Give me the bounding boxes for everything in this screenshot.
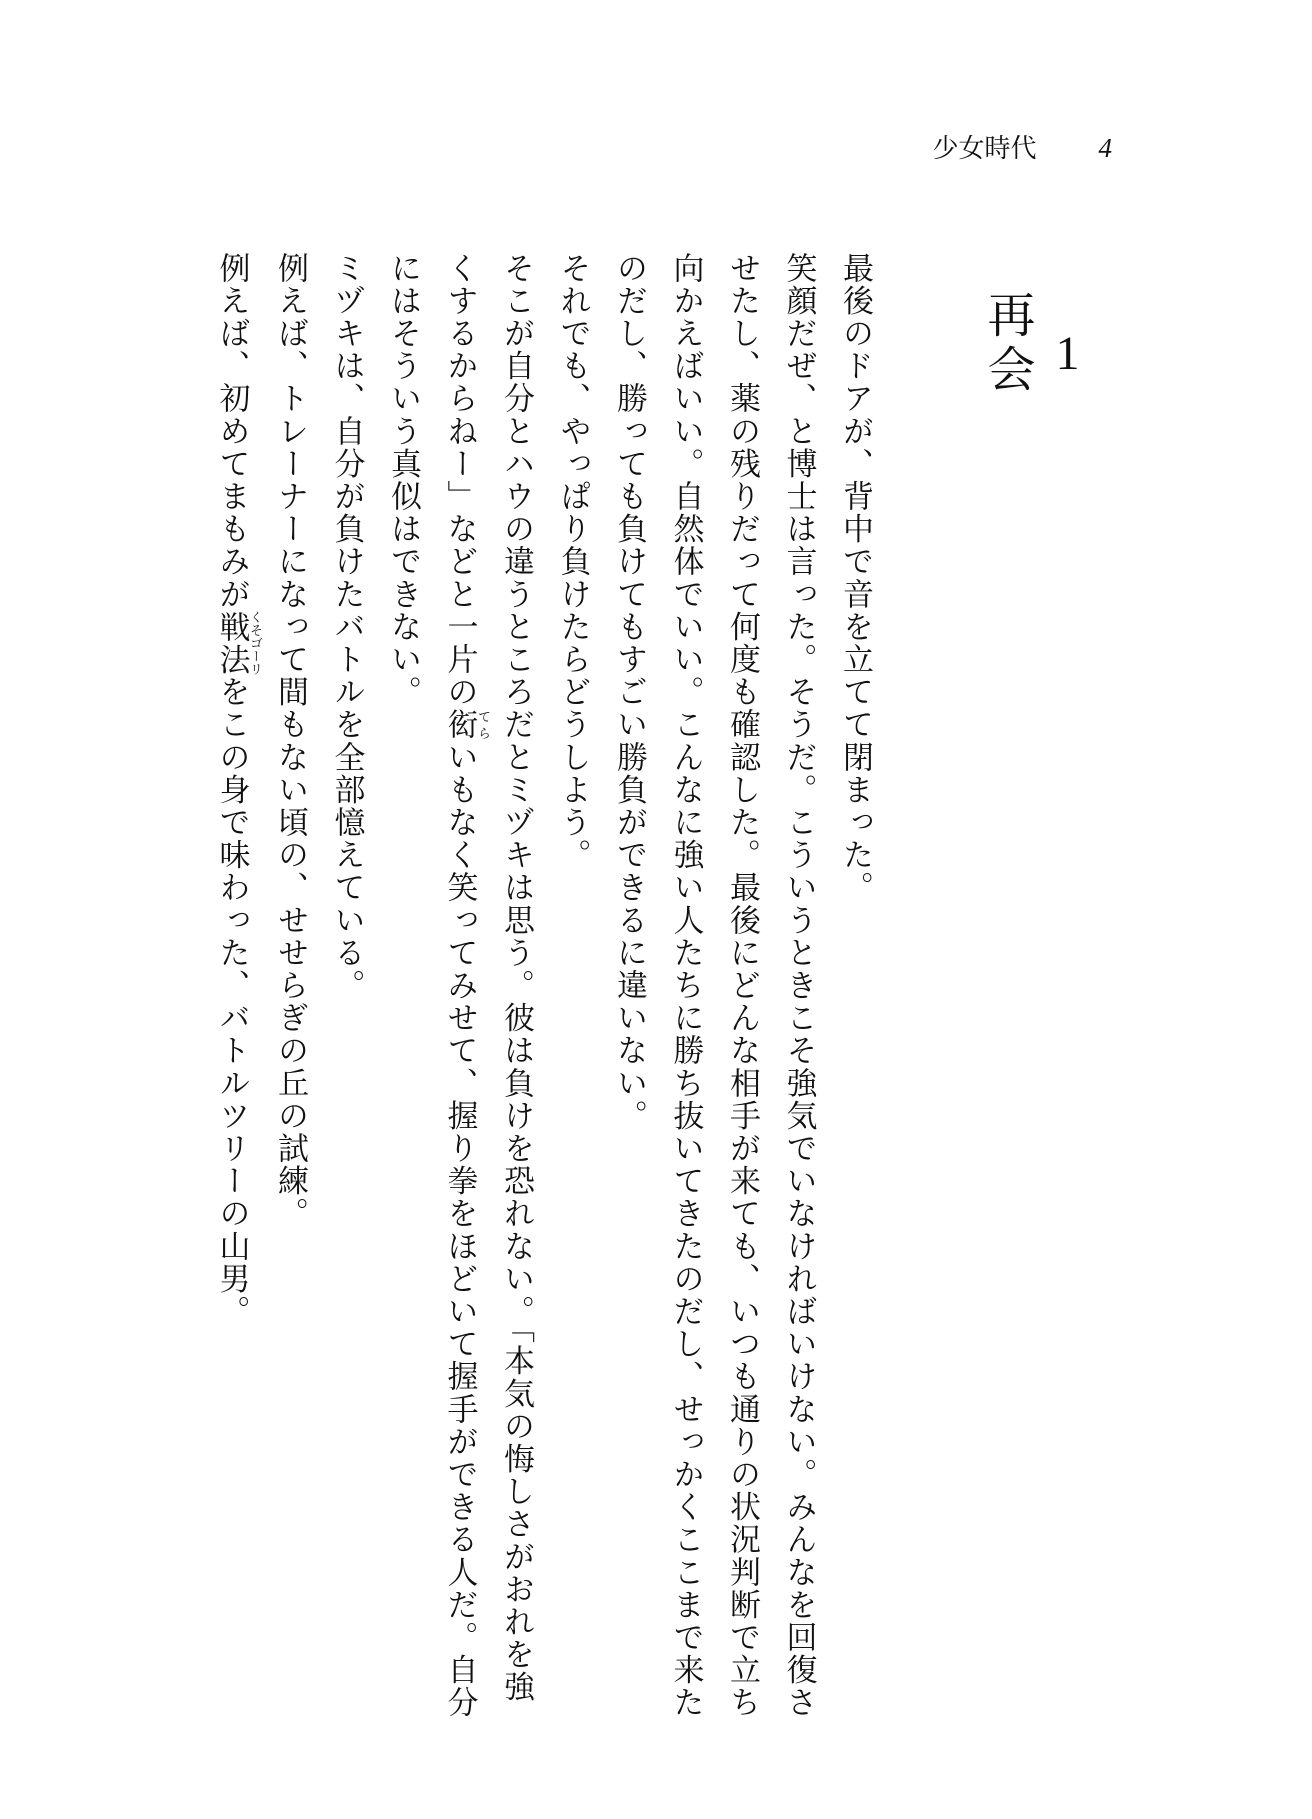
chapter-heading [977, 252, 1097, 1732]
ruby-base: 戦法 [213, 610, 250, 676]
ruby-reading: てら [475, 708, 490, 741]
ruby-base: 衒 [441, 708, 478, 742]
ruby-annotation [213, 610, 262, 676]
ruby-annotation [441, 708, 490, 742]
page-number: 4 [1098, 133, 1112, 163]
paragraph: 最後のドアが、背中で音を立てて閉まった。 [837, 252, 873, 904]
paragraph-text: をこの身で味わった、バトルツリーの山男。 [213, 675, 250, 1328]
paragraph: 例えば、トレーナーになって間もない頃の、せせらぎの丘の試練。 [272, 252, 308, 1230]
paragraph: ミヅキは、自分が負けたバトルを全部憶えている。 [328, 252, 365, 1002]
paragraph-text: そこが自分とハウの違うところだとミヅキは思う。彼は負けを恐れない。「本気の悔しさがおれを強くするからねー」などと一片の [441, 252, 534, 1704]
chapter-title: 再会 [979, 290, 1035, 398]
running-header [932, 128, 1112, 165]
paragraph: 笑顔だぜ、と博士は言った。そうだ。こういうときこそ強気でいなければいけない。みんなを回復させたし、薬の残りだって何度も確認した。最後にどんな相手が来ても、いつも通りの状況判断で立ち向かえばいい。自然体でいい。こんなに強い人たちに勝ち抜いてきたのだし、せっかくここまで来たのだし、勝っても負けてもすごい勝負ができるに違いない。 [611, 252, 817, 1719]
paragraph-text: 例えば、初めてまもみが [213, 252, 250, 611]
paragraph [375, 252, 545, 1732]
chapter-number: 1 [1041, 327, 1094, 382]
paragraph [203, 252, 262, 1732]
vertical-text-body [203, 252, 1097, 1732]
paragraph: それでも、やっぱり負けたらどうしよう。 [554, 252, 591, 872]
ruby-reading: くそゴーリ [247, 610, 262, 676]
paragraph-text: いもなく笑ってみせて、握り拳をほどいて握手ができる人だ。自分にはそういう真似はできない。 [385, 252, 478, 1720]
running-title: 少女時代 [932, 134, 1037, 164]
